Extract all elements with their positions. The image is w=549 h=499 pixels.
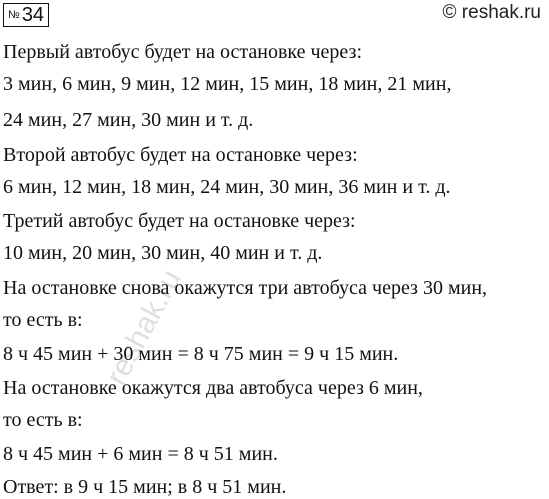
text-line-13: 8 ч 45 мин + 6 мин = 8 ч 51 мин. (3, 443, 278, 465)
number-sign: № (8, 9, 20, 21)
diagonal-watermark: reshak.ru (100, 264, 188, 391)
text-line-9: то есть в: (3, 309, 83, 331)
answer-line: Ответ: в 9 ч 15 мин; в 8 ч 51 мин. (3, 476, 287, 498)
text-line-4: Второй автобус будет на остановке через: (3, 144, 358, 166)
problem-number: 34 (21, 4, 45, 26)
text-line-7: 10 мин, 20 мин, 30 мин, 40 мин и т. д. (3, 242, 323, 264)
text-line-8: На остановке снова окажутся три автобуса через 30 мин, (3, 277, 488, 299)
problem-number-badge (3, 3, 49, 27)
text-line-11: На остановке окажутся два автобуса через 6 мин, (3, 377, 423, 399)
site-copyright: © reshak.ru (442, 2, 541, 23)
text-line-6: Третий автобус будет на остановке через: (3, 210, 356, 232)
text-line-2: 3 мин, 6 мин, 9 мин, 12 мин, 15 мин, 18 мин, 21 мин, (3, 73, 452, 95)
text-line-12: то есть в: (3, 409, 83, 431)
text-line-10: 8 ч 45 мин + 30 мин = 8 ч 75 мин = 9 ч 15 мин. (3, 343, 399, 365)
text-line-1: Первый автобус будет на остановке через: (3, 41, 363, 63)
text-line-5: 6 мин, 12 мин, 18 мин, 24 мин, 30 мин, 36 мин и т. д. (3, 176, 451, 198)
text-line-3: 24 мин, 27 мин, 30 мин и т. д. (3, 109, 254, 131)
